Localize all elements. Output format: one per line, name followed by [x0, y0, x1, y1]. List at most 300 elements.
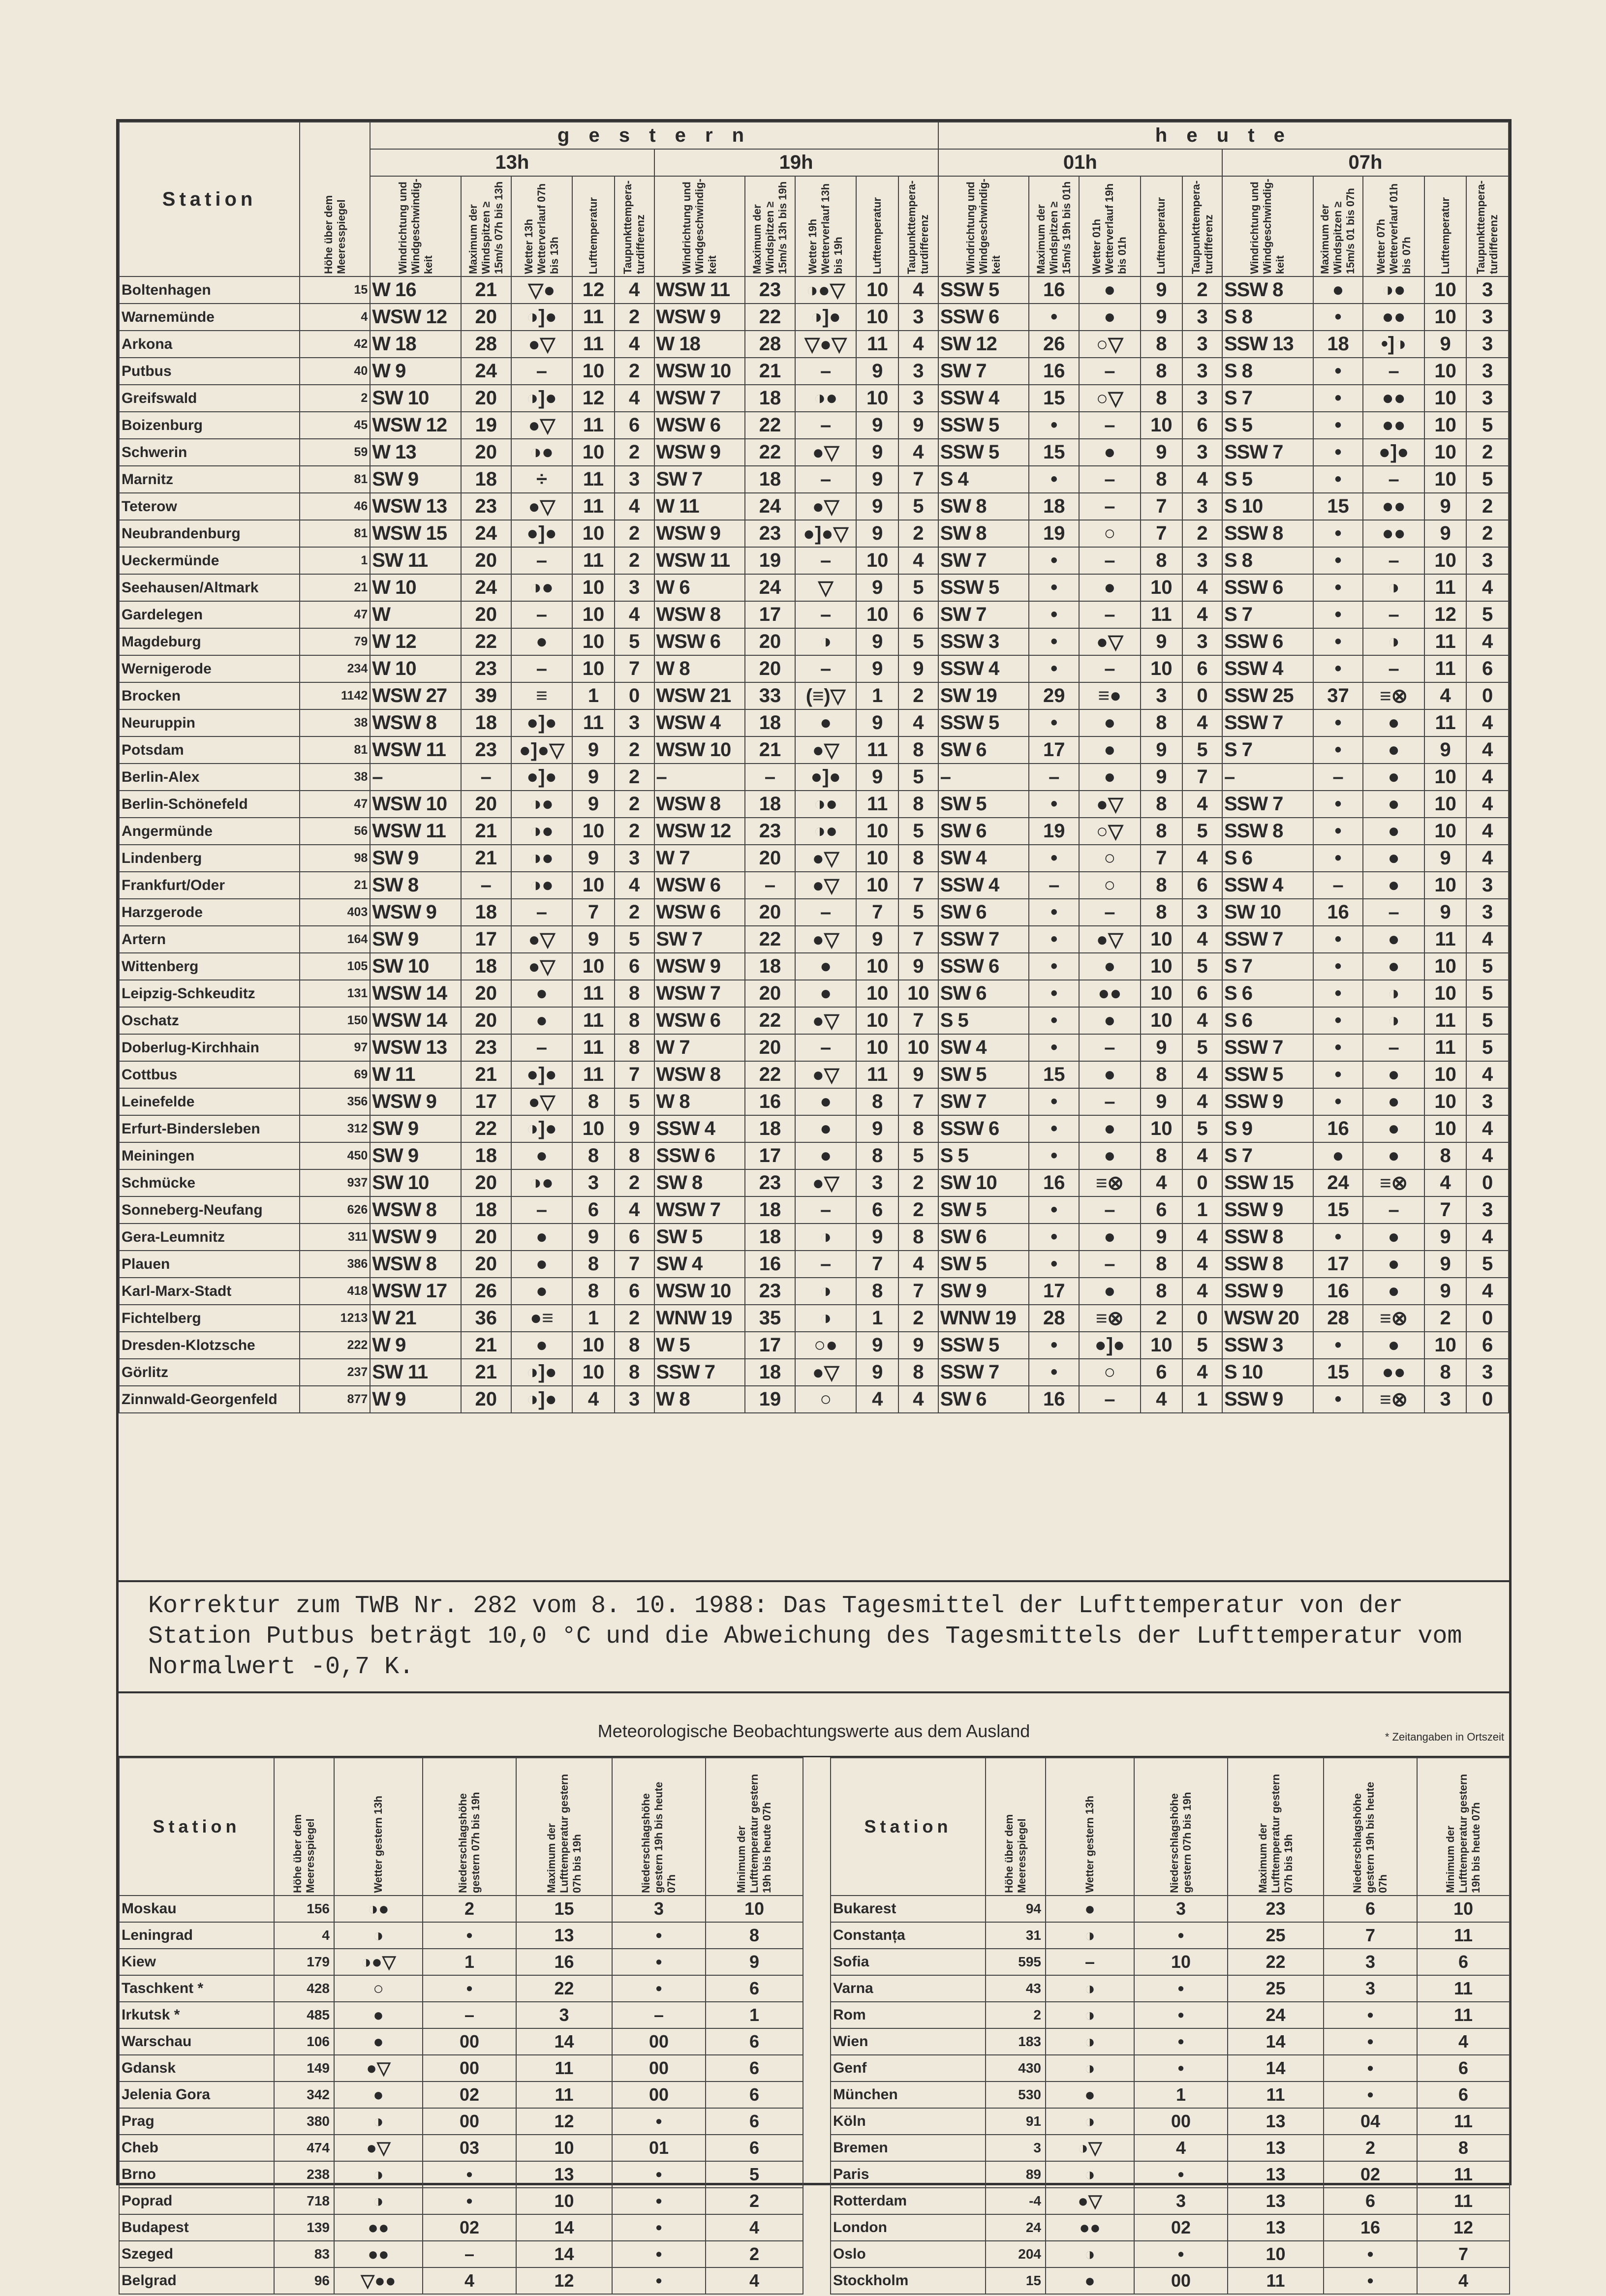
- foreign-data-cell: 22: [516, 1975, 612, 2002]
- data-cell: 3: [572, 1169, 614, 1196]
- data-cell: ◑]●: [511, 304, 573, 331]
- data-cell: 4: [1466, 736, 1509, 764]
- data-cell: 38: [300, 709, 370, 736]
- data-cell: ●]●: [1363, 439, 1424, 466]
- foreign-title: Meteorologische Beobachtungswerte aus dem Ausland: [597, 1721, 1030, 1741]
- data-cell: 35: [745, 1305, 795, 1332]
- data-cell: ○: [1079, 1359, 1141, 1386]
- foreign-column-header: [1134, 1758, 1228, 1896]
- data-cell: S 10: [1222, 1359, 1313, 1386]
- data-cell: ◑●: [795, 385, 857, 412]
- data-cell: 0: [1466, 1169, 1509, 1196]
- data-cell: 9: [1141, 628, 1182, 655]
- data-cell: ●▽: [795, 872, 857, 899]
- foreign-data-cell: 149: [274, 2055, 334, 2082]
- data-cell: 2: [1182, 520, 1222, 547]
- data-cell: 11: [856, 736, 898, 764]
- data-cell: –: [511, 547, 573, 574]
- station-name: Plauen: [119, 1251, 300, 1278]
- data-cell: 16: [1029, 1386, 1079, 1413]
- foreign-row: [119, 2241, 803, 2267]
- data-cell: 2: [615, 736, 654, 764]
- data-cell: ●●: [1363, 520, 1424, 547]
- data-cell: 5: [898, 818, 938, 845]
- data-cell: 7: [572, 899, 614, 926]
- data-cell: 8: [1141, 1278, 1182, 1305]
- data-cell: 8: [572, 1142, 614, 1169]
- column-header: [1424, 176, 1466, 276]
- data-cell: 10: [1424, 276, 1466, 304]
- station-row: [119, 709, 1509, 736]
- gestern-header: g e s t e r n: [370, 122, 938, 149]
- data-cell: 6: [1141, 1359, 1182, 1386]
- foreign-data-cell: •: [612, 1975, 706, 2002]
- foreign-row: [831, 2161, 1510, 2188]
- foreign-column-header-text: Minimum der Lufttemperatur gestern 19h bis heute 07h: [1444, 1774, 1482, 1893]
- data-cell: 40: [300, 358, 370, 385]
- foreign-data-cell: 3: [1324, 1975, 1417, 2002]
- data-cell: 11: [856, 331, 898, 358]
- data-cell: S 8: [1222, 547, 1313, 574]
- data-cell: SW 6: [938, 818, 1029, 845]
- data-cell: 8: [1141, 358, 1182, 385]
- foreign-station-name: Varna: [831, 1975, 986, 2002]
- column-header-text: Windrichtung und Windgeschwindig-keit: [680, 179, 718, 275]
- data-cell: •: [1029, 1088, 1079, 1115]
- foreign-data-cell: ◑: [1046, 1975, 1134, 2002]
- data-cell: 24: [461, 574, 511, 601]
- data-cell: ●: [1079, 1007, 1141, 1034]
- data-cell: 10: [1424, 358, 1466, 385]
- domestic-observations-table: [119, 122, 1509, 1413]
- data-cell: SW 9: [370, 1142, 461, 1169]
- foreign-data-cell: 8: [706, 1922, 803, 1949]
- station-row: [119, 547, 1509, 574]
- data-cell: 7: [1424, 1196, 1466, 1224]
- data-cell: ○: [795, 1386, 857, 1413]
- data-cell: ●: [1363, 953, 1424, 980]
- data-cell: •: [1313, 818, 1363, 845]
- data-cell: SW 11: [370, 1359, 461, 1386]
- column-header: [898, 176, 938, 276]
- data-cell: –: [1079, 1034, 1141, 1061]
- data-cell: 20: [461, 1251, 511, 1278]
- foreign-column-header: [1046, 1758, 1134, 1896]
- data-cell: 5: [1466, 601, 1509, 628]
- foreign-data-cell: 24: [986, 2214, 1046, 2241]
- data-cell: 9: [856, 655, 898, 682]
- data-cell: 26: [461, 1278, 511, 1305]
- column-header-text: Maximum der Windspitzen ≥ 15m/s 07h bis 13h: [466, 181, 505, 275]
- foreign-station-name: Bukarest: [831, 1896, 986, 1922]
- data-cell: 10: [572, 628, 614, 655]
- foreign-data-cell: 530: [986, 2082, 1046, 2108]
- foreign-station-name: Warschau: [119, 2028, 274, 2055]
- data-cell: 22: [745, 926, 795, 953]
- data-cell: SSW 5: [938, 276, 1029, 304]
- foreign-data-cell: 04: [1324, 2108, 1417, 2135]
- foreign-data-cell: 00: [612, 2028, 706, 2055]
- data-cell: ●: [511, 1007, 573, 1034]
- data-cell: ≡⊗: [1079, 1169, 1141, 1196]
- data-cell: 877: [300, 1386, 370, 1413]
- data-cell: 9: [1141, 304, 1182, 331]
- data-cell: ◑: [1363, 628, 1424, 655]
- data-cell: 4: [1141, 1386, 1182, 1413]
- data-cell: •: [1313, 709, 1363, 736]
- data-cell: •: [1313, 547, 1363, 574]
- station-name: Neubrandenburg: [119, 520, 300, 547]
- data-cell: W 7: [654, 1034, 745, 1061]
- data-cell: SW 10: [370, 385, 461, 412]
- data-cell: 11: [572, 493, 614, 520]
- data-cell: 9: [898, 953, 938, 980]
- data-cell: –: [1363, 899, 1424, 926]
- foreign-data-cell: 24: [1228, 2002, 1324, 2028]
- data-cell: ●: [1363, 709, 1424, 736]
- data-cell: 2: [615, 304, 654, 331]
- data-cell: 3: [615, 709, 654, 736]
- data-cell: •: [1313, 845, 1363, 872]
- station-row: [119, 818, 1509, 845]
- data-cell: –: [795, 601, 857, 628]
- data-cell: 11: [856, 791, 898, 818]
- foreign-data-cell: ◑: [334, 2188, 423, 2214]
- data-cell: 2: [615, 439, 654, 466]
- foreign-data-cell: 139: [274, 2214, 334, 2241]
- data-cell: SW 9: [370, 466, 461, 493]
- column-header: [572, 176, 614, 276]
- foreign-data-cell: ●●: [334, 2214, 423, 2241]
- data-cell: –: [1079, 655, 1141, 682]
- data-cell: 20: [461, 980, 511, 1007]
- data-cell: –: [511, 358, 573, 385]
- foreign-data-cell: 6: [1417, 2055, 1510, 2082]
- column-header-text: Taupunkttempera-turdifferenz: [621, 180, 647, 275]
- data-cell: 418: [300, 1278, 370, 1305]
- data-cell: SSW 7: [1222, 791, 1313, 818]
- foreign-data-cell: 7: [1324, 1922, 1417, 1949]
- column-header: [1182, 176, 1222, 276]
- data-cell: 5: [1466, 953, 1509, 980]
- data-cell: W 21: [370, 1305, 461, 1332]
- foreign-table-left: [119, 1757, 803, 2295]
- data-cell: 18: [461, 709, 511, 736]
- foreign-station-name: Prag: [119, 2108, 274, 2135]
- data-cell: 17: [745, 1142, 795, 1169]
- station-name: Frankfurt/Oder: [119, 872, 300, 899]
- data-cell: WSW 27: [370, 682, 461, 709]
- data-cell: W 10: [370, 574, 461, 601]
- data-cell: 2: [898, 1169, 938, 1196]
- data-cell: 7: [898, 1278, 938, 1305]
- data-cell: 2: [615, 1169, 654, 1196]
- data-cell: ●: [1363, 818, 1424, 845]
- foreign-row: [831, 2214, 1510, 2241]
- data-cell: 105: [300, 953, 370, 980]
- foreign-row: [831, 1896, 1510, 1922]
- foreign-data-cell: 83: [274, 2241, 334, 2267]
- data-cell: SSW 6: [938, 304, 1029, 331]
- data-cell: WSW 10: [654, 1278, 745, 1305]
- data-cell: ●: [511, 980, 573, 1007]
- data-cell: WSW 8: [654, 1061, 745, 1088]
- data-cell: 20: [745, 899, 795, 926]
- station-row: [119, 1278, 1509, 1305]
- foreign-column-header-text: Wetter gestern 13h: [1083, 1796, 1096, 1893]
- data-cell: SSW 25: [1222, 682, 1313, 709]
- station-row: [119, 872, 1509, 899]
- foreign-row: [831, 1975, 1510, 2002]
- data-cell: ◑●: [1363, 276, 1424, 304]
- foreign-data-cell: -4: [986, 2188, 1046, 2214]
- foreign-data-cell: 4: [1417, 2028, 1510, 2055]
- foreign-row: [119, 1975, 803, 2002]
- data-cell: SSW 5: [938, 439, 1029, 466]
- data-cell: 19: [745, 1386, 795, 1413]
- foreign-data-cell: ◑●▽: [334, 1949, 423, 1975]
- data-cell: 22: [461, 628, 511, 655]
- data-cell: SSW 8: [1222, 276, 1313, 304]
- data-cell: 0: [1182, 682, 1222, 709]
- data-cell: 23: [745, 276, 795, 304]
- data-cell: ◑]●: [511, 385, 573, 412]
- data-cell: ●▽: [1079, 791, 1141, 818]
- data-cell: 2: [898, 682, 938, 709]
- foreign-row: [831, 2002, 1510, 2028]
- data-cell: ●]●▽: [511, 736, 573, 764]
- data-cell: 5: [1466, 980, 1509, 1007]
- data-cell: 9: [898, 412, 938, 439]
- foreign-data-cell: 00: [423, 2028, 516, 2055]
- foreign-data-cell: 7: [1417, 2241, 1510, 2267]
- data-cell: ●▽: [795, 439, 857, 466]
- data-cell: 7: [615, 1251, 654, 1278]
- data-cell: 8: [856, 1088, 898, 1115]
- data-cell: 18: [745, 1359, 795, 1386]
- data-cell: 4: [1182, 845, 1222, 872]
- foreign-station-name: Leningrad: [119, 1922, 274, 1949]
- data-cell: 9: [1424, 331, 1466, 358]
- data-cell: 16: [745, 1251, 795, 1278]
- station-row: [119, 682, 1509, 709]
- data-cell: SW 12: [938, 331, 1029, 358]
- data-cell: 7: [856, 1251, 898, 1278]
- data-cell: SSW 6: [938, 953, 1029, 980]
- data-cell: 10: [1141, 980, 1182, 1007]
- data-cell: ●: [1313, 276, 1363, 304]
- data-cell: ●: [1363, 872, 1424, 899]
- data-cell: W 8: [654, 1386, 745, 1413]
- data-cell: 20: [745, 628, 795, 655]
- data-cell: SSW 5: [1222, 1061, 1313, 1088]
- station-name: Angermünde: [119, 818, 300, 845]
- data-cell: 5: [1182, 1115, 1222, 1142]
- data-cell: ●▽: [795, 845, 857, 872]
- data-cell: SSW 4: [938, 872, 1029, 899]
- data-cell: •: [1029, 1251, 1079, 1278]
- data-cell: WSW 10: [370, 791, 461, 818]
- data-cell: –: [795, 358, 857, 385]
- data-cell: ●: [795, 1115, 857, 1142]
- foreign-data-cell: ◑: [1046, 2002, 1134, 2028]
- foreign-data-cell: ◑: [334, 1922, 423, 1949]
- data-cell: 10: [856, 845, 898, 872]
- data-cell: 4: [1182, 1088, 1222, 1115]
- data-cell: 9: [1141, 764, 1182, 791]
- data-cell: ●: [1363, 1142, 1424, 1169]
- column-header-text: Maximum der Windspitzen ≥ 15m/s 01 bis 07h: [1319, 188, 1357, 275]
- data-cell: 4: [1182, 791, 1222, 818]
- foreign-data-cell: 16: [516, 1949, 612, 1975]
- data-cell: ●●: [1363, 493, 1424, 520]
- foreign-row: [119, 1896, 803, 1922]
- data-cell: 1: [856, 1305, 898, 1332]
- station-row: [119, 466, 1509, 493]
- data-cell: ●: [1363, 764, 1424, 791]
- data-cell: 9: [856, 1332, 898, 1359]
- station-name: Wernigerode: [119, 655, 300, 682]
- column-header: [511, 176, 573, 276]
- data-cell: 3: [1466, 1088, 1509, 1115]
- column-header-text: Wetter 01h Wetterverlauf 19h bis 01h: [1090, 183, 1129, 275]
- data-cell: 4: [300, 304, 370, 331]
- data-cell: 15: [1313, 493, 1363, 520]
- data-cell: 4: [1141, 1169, 1182, 1196]
- column-header: [1029, 176, 1079, 276]
- data-cell: 5: [1182, 1034, 1222, 1061]
- data-cell: 5: [1182, 736, 1222, 764]
- data-cell: 47: [300, 601, 370, 628]
- data-cell: SSW 7: [1222, 1034, 1313, 1061]
- data-cell: WSW 17: [370, 1278, 461, 1305]
- data-cell: ●: [1079, 439, 1141, 466]
- data-cell: –: [1079, 1251, 1141, 1278]
- data-cell: –: [1079, 412, 1141, 439]
- data-cell: 17: [461, 1088, 511, 1115]
- foreign-row: [119, 2161, 803, 2188]
- data-cell: 8: [615, 1034, 654, 1061]
- data-cell: ○▽: [1079, 331, 1141, 358]
- data-cell: 4: [898, 276, 938, 304]
- data-cell: 15: [1029, 439, 1079, 466]
- data-cell: 10: [572, 953, 614, 980]
- foreign-row: [119, 2267, 803, 2294]
- foreign-data-cell: 2: [1324, 2135, 1417, 2161]
- foreign-data-cell: ▽●●: [334, 2267, 423, 2294]
- foreign-data-cell: •: [1134, 2161, 1228, 2188]
- station-name: Brocken: [119, 682, 300, 709]
- foreign-data-cell: ◑: [1046, 2055, 1134, 2082]
- data-cell: 5: [898, 628, 938, 655]
- data-cell: •: [1313, 1332, 1363, 1359]
- data-cell: 8: [572, 1251, 614, 1278]
- data-cell: S 5: [1222, 466, 1313, 493]
- data-cell: 4: [1182, 1007, 1222, 1034]
- data-cell: 131: [300, 980, 370, 1007]
- data-cell: ◑: [795, 1305, 857, 1332]
- data-cell: W 18: [654, 331, 745, 358]
- foreign-data-cell: 11: [516, 2082, 612, 2108]
- data-cell: 4: [1182, 466, 1222, 493]
- foreign-row: [119, 2028, 803, 2055]
- data-cell: •: [1029, 1332, 1079, 1359]
- data-cell: 4: [1466, 1224, 1509, 1251]
- data-cell: WSW 6: [654, 1007, 745, 1034]
- data-cell: ◑●: [795, 818, 857, 845]
- data-cell: SW 9: [370, 926, 461, 953]
- data-cell: 11: [572, 1061, 614, 1088]
- foreign-data-cell: 4: [423, 2267, 516, 2294]
- data-cell: –: [370, 764, 461, 791]
- foreign-data-cell: ●●: [1046, 2214, 1134, 2241]
- data-cell: 4: [898, 547, 938, 574]
- data-cell: •: [1313, 520, 1363, 547]
- foreign-data-cell: ◑: [1046, 2241, 1134, 2267]
- foreign-data-cell: •: [1134, 2028, 1228, 2055]
- data-cell: WSW 13: [370, 1034, 461, 1061]
- data-cell: 21: [300, 872, 370, 899]
- data-cell: 3: [1466, 1359, 1509, 1386]
- foreign-data-cell: ◑: [1046, 1922, 1134, 1949]
- data-cell: SW 8: [370, 872, 461, 899]
- foreign-data-cell: 485: [274, 2002, 334, 2028]
- data-cell: 5: [898, 899, 938, 926]
- data-cell: ●: [795, 980, 857, 1007]
- data-cell: WSW 13: [370, 493, 461, 520]
- data-cell: SSW 8: [1222, 1251, 1313, 1278]
- data-cell: 0: [1466, 1305, 1509, 1332]
- foreign-column-header: [274, 1758, 334, 1896]
- foreign-data-cell: 02: [423, 2214, 516, 2241]
- data-cell: ●: [1363, 1224, 1424, 1251]
- data-cell: 4: [615, 872, 654, 899]
- foreign-data-cell: 25: [1228, 1975, 1324, 2002]
- foreign-station-name: Rotterdam: [831, 2188, 986, 2214]
- data-cell: 4: [1182, 601, 1222, 628]
- data-cell: 9: [856, 493, 898, 520]
- data-cell: 7: [1141, 520, 1182, 547]
- foreign-data-cell: 6: [1324, 1896, 1417, 1922]
- foreign-data-cell: 10: [1134, 1949, 1228, 1975]
- data-cell: –: [1363, 1034, 1424, 1061]
- data-cell: 24: [745, 493, 795, 520]
- data-cell: SW 10: [370, 1169, 461, 1196]
- foreign-column-header-text: Höhe über dem Meeresspiegel: [1003, 1814, 1028, 1893]
- data-cell: 10: [1141, 1332, 1182, 1359]
- data-cell: 17: [745, 601, 795, 628]
- foreign-data-cell: •: [1134, 2002, 1228, 2028]
- data-cell: WSW 9: [370, 899, 461, 926]
- foreign-row: [119, 2135, 803, 2161]
- foreign-data-cell: 16: [1324, 2214, 1417, 2241]
- data-cell: 10: [572, 358, 614, 385]
- data-cell: 4: [1466, 926, 1509, 953]
- data-cell: ●●: [1079, 980, 1141, 1007]
- data-cell: WSW 9: [654, 439, 745, 466]
- data-cell: 10: [1141, 1115, 1182, 1142]
- station-row: [119, 385, 1509, 412]
- data-cell: SW 7: [654, 466, 745, 493]
- data-cell: ●]●: [511, 764, 573, 791]
- station-name: Dresden-Klotzsche: [119, 1332, 300, 1359]
- station-row: [119, 1224, 1509, 1251]
- data-cell: 17: [1313, 1251, 1363, 1278]
- data-cell: ◑●: [511, 791, 573, 818]
- data-cell: SW 8: [654, 1169, 745, 1196]
- foreign-row: [831, 1922, 1510, 1949]
- data-cell: 18: [745, 1224, 795, 1251]
